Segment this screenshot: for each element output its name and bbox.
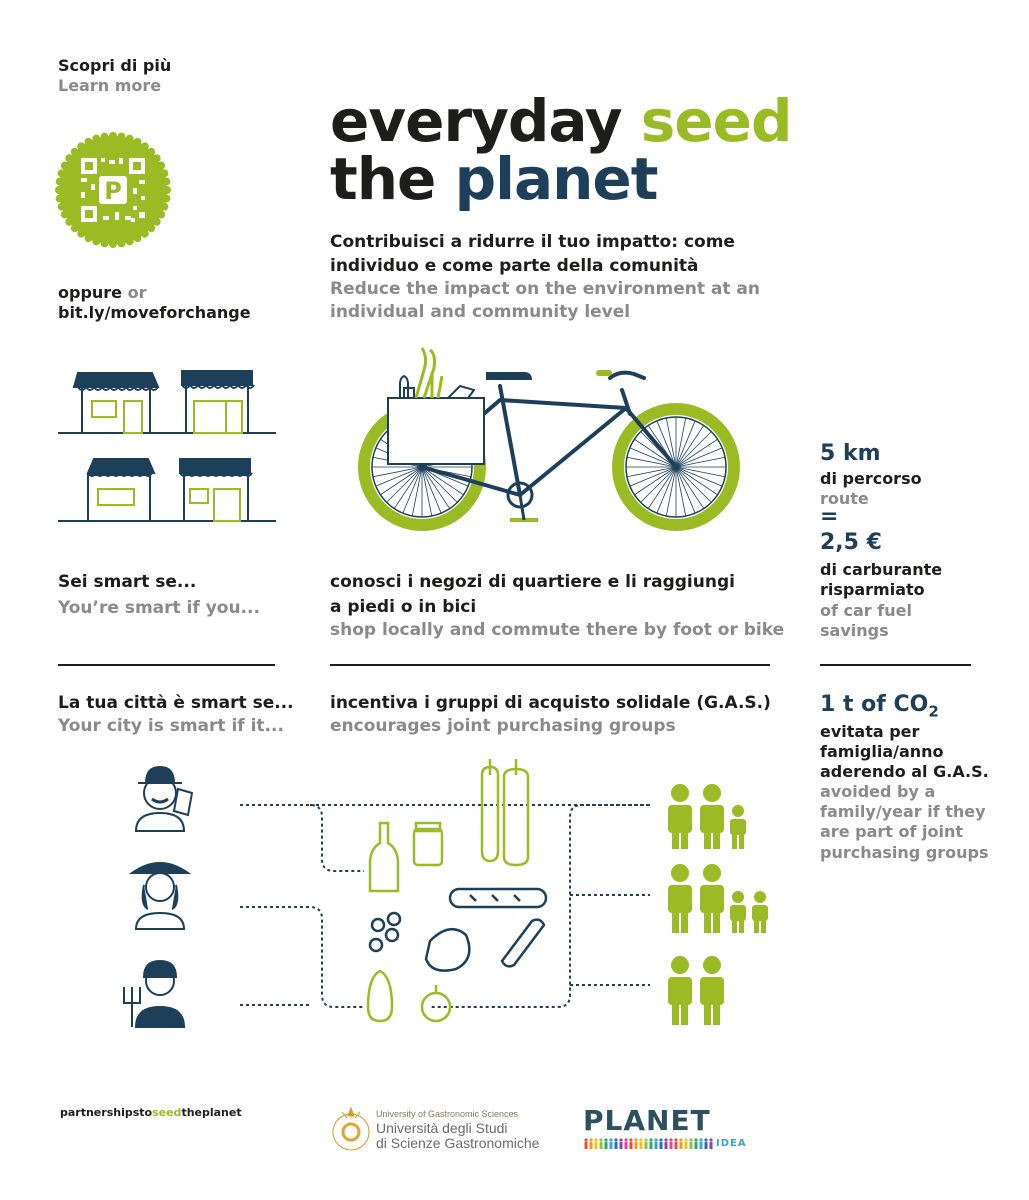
title-everyday: everyday	[330, 87, 622, 155]
stat-co2	[820, 692, 939, 724]
planet-logo-text: PLANET	[583, 1104, 711, 1137]
intro-it-line2: individuo e come parte della comunità	[330, 256, 699, 276]
stat-fuel-en2: savings	[820, 621, 889, 640]
stat-fuel-it1: di carburante	[820, 560, 943, 579]
shop-it-line2: a piedi o in bici	[330, 597, 477, 617]
stat-co2-it3: aderendo al G.A.S.	[820, 762, 989, 781]
qr-center-letter: P	[104, 177, 122, 205]
learn-more-label-it: Scopri di più	[58, 56, 172, 75]
stat-km: 5 km	[820, 441, 881, 466]
tagline-part1: partnershipsto	[60, 1106, 153, 1119]
stat-co2-en4: purchasing groups	[820, 843, 989, 862]
planet-idea-text: IDEA	[716, 1138, 747, 1149]
shop-it-line1: conosci i negozi di quartiere e li raggiungi	[330, 572, 735, 592]
or-it: oppure	[58, 283, 123, 302]
stat-co2-en1: avoided by a	[820, 782, 936, 801]
stat-co2-sub: 2	[928, 702, 939, 721]
title-seed: seed	[640, 87, 792, 155]
stat-euro: 2,5 €	[820, 530, 882, 555]
gas-it: incentiva i gruppi di acquisto solidale (G.A.S.)	[330, 693, 771, 713]
uni-name-it2: di Scienze Gastronomiche	[376, 1135, 540, 1151]
tagline-part3: theplanet	[181, 1106, 242, 1119]
shops-illustration	[58, 365, 278, 525]
gas-illustration	[130, 755, 780, 1035]
partnership-tagline	[60, 1106, 242, 1120]
planet-people-strip-icon	[584, 1138, 714, 1150]
stat-co2-en3: are part of joint	[820, 822, 963, 841]
stat-co2-amount: 1 t of CO	[820, 692, 929, 717]
divider-right	[820, 664, 971, 666]
or-line	[58, 283, 147, 303]
stat-co2-it2: famiglia/anno	[820, 742, 944, 761]
stat-fuel-it2: risparmiato	[820, 580, 925, 599]
title-planet: planet	[454, 145, 658, 213]
stat-route-en: route	[820, 489, 869, 508]
city-smart-en: Your city is smart if it...	[58, 716, 284, 736]
short-link[interactable]: bit.ly/moveforchange	[58, 303, 251, 322]
stat-equals: =	[820, 504, 839, 529]
intro-it-line1: Contribuisci a ridurre il tuo impatto: come	[330, 232, 735, 252]
divider-left	[58, 664, 275, 666]
shop-en: shop locally and commute there by foot or bike	[330, 620, 785, 640]
tagline-part2: seed	[152, 1106, 182, 1119]
qr-code-badge[interactable]	[55, 132, 171, 248]
gas-en: encourages joint purchasing groups	[330, 716, 676, 736]
city-smart-it: La tua città è smart se...	[58, 693, 294, 713]
title-the: the	[330, 145, 436, 213]
intro-en-line2: individual and community level	[330, 302, 631, 322]
bike-illustration	[360, 350, 740, 530]
intro-en-line1: Reduce the impact on the environment at an	[330, 279, 760, 299]
uni-name-en: University of Gastronomic Sciences	[376, 1109, 519, 1119]
uni-name-it1: Università degli Studi	[376, 1120, 508, 1136]
stat-co2-it1: evitata per	[820, 722, 920, 741]
smart-if-it: Sei smart se...	[58, 572, 197, 592]
learn-more-label-en: Learn more	[58, 76, 162, 95]
or-en: or	[127, 283, 147, 302]
unisg-seal-icon	[330, 1104, 372, 1152]
page-title	[330, 87, 792, 213]
smart-if-en: You’re smart if you...	[58, 598, 260, 618]
stat-co2-en2: family/year if they	[820, 802, 986, 821]
stat-fuel-en1: of car fuel	[820, 601, 912, 620]
divider-center	[330, 664, 770, 666]
stat-route-it: di percorso	[820, 469, 922, 488]
